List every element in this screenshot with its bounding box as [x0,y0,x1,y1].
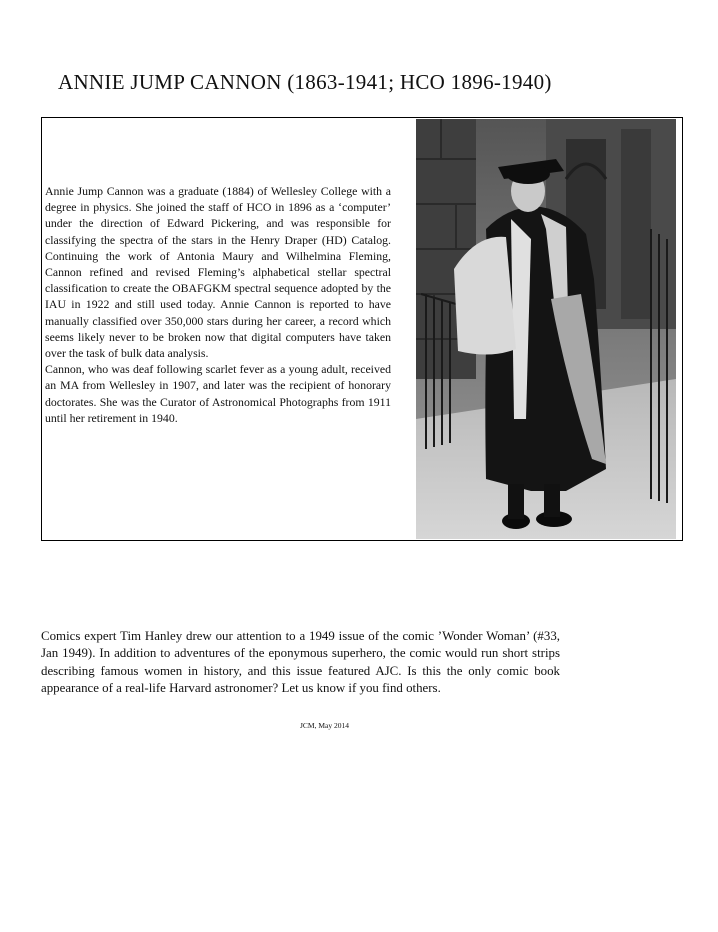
comic-note: Comics expert Tim Hanley drew our attention to a 1949 issue of the comic ’Wonder Woman’ (#33, Jan 1949). In addition to adventures of the eponymous superhero, the comic would run short strips describing famous women in history, and this issue featured AJC. Is this the only comic book appearance of a real-life Harvard astronomer? Let us know if you find others. [41,629,560,696]
bio-text [45,183,391,426]
bio-paragraph-2: Cannon, who was deaf following scarlet fever as a young adult, received an MA from Wellesley in 1907, and later was the recipient of honorary doctorates. She was the Curator of Astronomical Photographs from 1911 until her retirement in 1940. [45,362,391,425]
bio-paragraph-1: Annie Jump Cannon was a graduate (1884) of Wellesley College with a degree in physics. She joined the staff of HCO in 1896 as a ‘computer’ under the direction of Edward Pickering, and was responsible for classifying the spectra of the stars in the Henry Draper (HD) Catalog. Continuing the work of Antonia Maury and Wilhelmina Fleming, Cannon refined and revised Fleming’s alphabetical stellar spectral classification to create the OBAFGKM spectral sequence adopted by the IAU in 1922 and still used today. Annie Cannon is reported to have manually classified over 350,000 stars during her career, a record which seems likely never to be broken now that digital computers have taken over the task of bulk data analysis. [45,184,391,361]
portrait-photo [416,119,676,539]
page-title: ANNIE JUMP CANNON (1863-1941; HCO 1896-1940) [58,70,552,94]
author-signature: JCM, May 2014 [300,721,349,730]
